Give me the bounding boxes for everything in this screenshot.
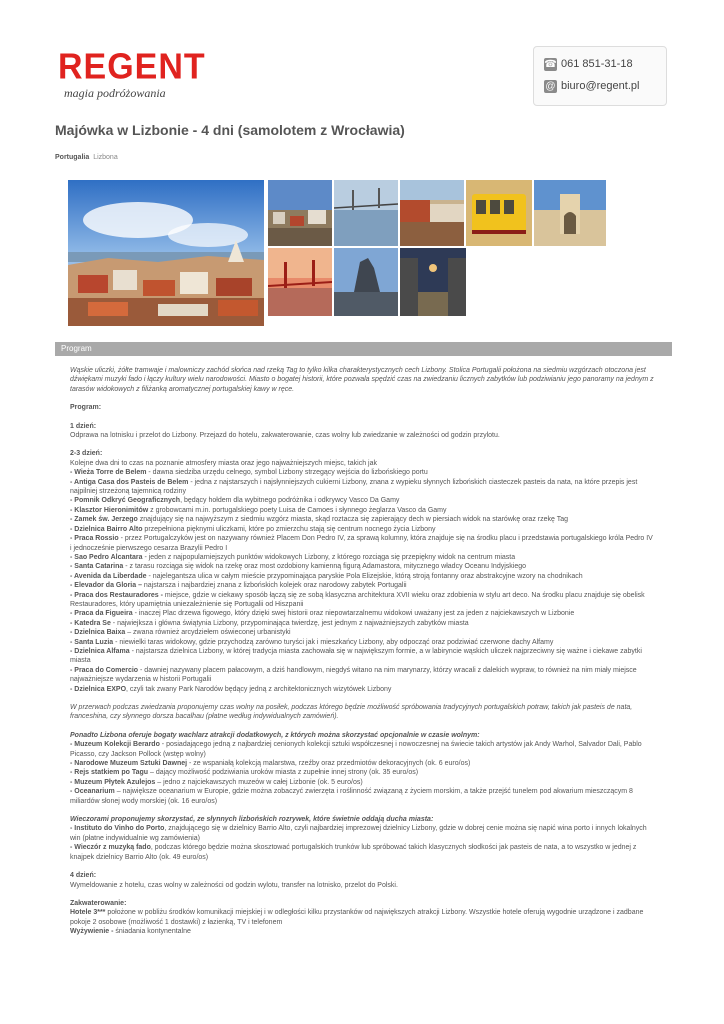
contact-box <box>533 46 667 106</box>
list-item: - Elevador da Gloria – najstarsza i najbardziej znana z lizbońskich kolejek oraz narodowy zabytek Portugalii <box>70 582 407 590</box>
list-item: - Pomnik Odkryć Geograficznych, będący hołdem dla wybitnego podróżnika i odkrywcy Vasco Da Gamy <box>70 497 400 505</box>
email-address: biuro@regent.pl <box>561 80 640 92</box>
list-item: - Dzielnica Baixa – zwana również arcydziełem oświeconej urbanistyki <box>70 629 291 637</box>
list-item: - Santa Luzia - niewielki taras widokowy, gdzie przychodzą zarówno turyści jak i mieszkańcy Lizbony, aby odpocząć oraz podziwiać czerwone dachy Alfamy <box>70 638 554 646</box>
page-title: Majówka w Lizbonie - 4 dni (samolotem z Wrocławia) <box>55 122 405 138</box>
list-item: - Dzielnica Bairro Alto przepełniona pięknymi uliczkami, które po zmierzchu stają się centrum nocnego życia Lizbony <box>70 525 436 533</box>
photo-arch-square[interactable] <box>534 180 606 246</box>
breadcrumb <box>55 154 118 161</box>
extras-heading: Ponadto Lizbona oferuje bogaty wachlarz atrakcji dodatkowych, z których można skorzystać opcjonalnie w czasie wolnym: <box>70 731 480 739</box>
list-item: - Narodowe Muzeum Sztuki Dawnej - ze wspaniałą kolekcją malarstwa, rzeźby oraz przedmiotów dekoracyjnych (ok. 6 euro/os) <box>70 760 471 768</box>
rooftops-image <box>400 180 464 246</box>
list-item: - Praca da Figueira - inaczej Plac drzewa figowego, który dzięki swej historii oraz niepowtarzalnemu widokowi uważany jest za jeden z najciekawszych w Lizbonie <box>70 610 575 618</box>
section-program-bar: Program <box>55 342 672 356</box>
main-photo-lisbon-panorama[interactable] <box>68 180 264 326</box>
list-item: - Santa Catarina - z tarasu rozciąga się widok na rzekę oraz most ozdobiony kamienną figurą Adamastora, mitycznego władcy Oceanu Indyjskiego <box>70 563 526 571</box>
logo-text: REGENT <box>58 47 206 87</box>
street-image <box>400 248 466 316</box>
photo-rooftops[interactable] <box>400 180 464 246</box>
logo-tagline: magia podróżowania <box>64 86 166 100</box>
list-item: - Klasztor Hieronimitów z grobowcami m.in. portugalskiego poety Luisa de Camoes i słynnego żeglarza Vasco da Gamy <box>70 506 447 514</box>
day23-intro: Kolejne dwa dni to czas na poznanie atmosfery miasta oraz jego najważniejszych miejsc, takich jak <box>70 459 377 467</box>
list-item: - Zamek św. Jerzego znajdujący się na najwyższym z siedmiu wzgórz miasta, skąd roztacza się zapierający dech w piersiach widok na starówkę oraz rzekę Tag <box>70 516 568 524</box>
arch-image <box>534 180 606 246</box>
list-item: - Katedra Se - najwiejksza i główna świątynia Lizbony, przypominająca twierdzę, jest jednym z najważniejszych zabytków miasta <box>70 619 469 627</box>
evening-list <box>70 824 655 862</box>
list-item: - Antiga Casa dos Pasteis de Belem - jedna z najstarszych i najsłynniejszych cukierni Lizbony, znana z wypieku słynnych lizbońskich ciasteczek pasteis da nata, na które przepis jest najpilniej strzeżoną tajemnicą rodziny <box>70 478 638 496</box>
list-item: - Sao Pedro Alcantara - jeden z najpopularniejszych punktów widokowych Lizbony, z którego rozciąga się przepiękny widok na centrum miasta <box>70 553 516 561</box>
list-item: - Muzeum Kolekcji Berardo - posiadającego jedną z najbardziej cenionych kolekcji sztuki współczesnej i nowoczesnej na świecie takich artystów jak Andy Warhol, Salvador Dali, Pablo Picasso, czy Jackson Pollock (wstęp wolny) <box>70 741 642 758</box>
list-item: - Praca Rossio - przez Portugalczyków jest on nazywany również Placem Don Pedro IV, za sprawą kolumny, która znajduje się na środku placu i przedstawia portugalskiego króla Pedro IV i jednocześnie pierwszego cesarza Brazylii Pedro I <box>70 535 653 552</box>
photo-bridge-river[interactable] <box>334 180 398 246</box>
photo-red-bridge[interactable] <box>268 248 332 316</box>
list-item: - Wieczór z muzyką fado, podczas którego będzie można skosztować portugalskich trunków lub spróbować takich klasycznych słodkości jak pasteis de nata, a to wszystko w jednej z knajpek dzielnicy Barrio Alto (ok. 49 euro/os) <box>70 844 637 861</box>
breadcrumb-country[interactable]: Portugalia <box>55 154 90 161</box>
red-bridge-image <box>268 248 332 316</box>
breadcrumb-city[interactable]: Lizbona <box>93 154 118 161</box>
day4-text: Wymeldowanie z hotelu, czas wolny w zależności od godzin wylotu, transfer na lotnisko, przelot do Polski. <box>70 881 398 889</box>
list-item: - Wieża Torre de Belem - dawna siedziba urzędu celnego, symbol Lizbony strzegący wejścia do lizbońskiego portu <box>70 469 428 477</box>
list-item: - Praca do Comercio - dawniej nazywany placem pałacowym, a dziś handlowym, niegdyś witano na nim marynarzy, którzy wracali z dalekich wypraw, to również na nim miały miejsce najważniejsze wydarzenia w historii Portugalii <box>70 666 637 684</box>
program-heading: Program: <box>70 404 102 412</box>
list-item: - Praca dos Restauradores - miejsce, gdzie w ciekawy sposób łączą się ze sobą klasyczna architektura XVII wieku oraz zdobienia w stylu art deco. Na środku placu znajduje się obelisk Restauradores, który upamiętnia uniezależnienie się Portugalii od Hiszpanii <box>70 591 645 608</box>
list-item: - Instituto do Vinho do Porto, znajdującego się w dzielnicy Barrio Alto, czyli najbardziej imprezowej dzielnicy Lizbony, gdzie w dobrej cenie można się napić wina porto i innych lokalnych win (płatne indywidualnie wg zamówienia) <box>70 825 647 842</box>
day23-heading: 2-3 dzień: <box>70 450 103 458</box>
evening-heading: Wieczorami proponujemy skorzystać, ze słynnych lizbońskich rozrywek, które świetnie oddają ducha miasta: <box>70 816 434 824</box>
food-text: Wyżywienie - śniadania kontynentalne <box>70 928 191 936</box>
day1-heading: 1 dzień: <box>70 422 97 430</box>
monument-image <box>334 248 398 316</box>
photo-yellow-tram[interactable] <box>466 180 532 246</box>
accommodation-text: Hotele 3*** położone w pobliżu środków komunikacji miejskiej i w odległości kilku przystanków od największych atrakcji Lizbony. Wszystkie hotele oferują wygodnie urządzone i zadbane pokoje 2 osobowe (możliwość 1 dostawki) z łazienką, TV i telefonem <box>70 909 644 926</box>
phone-icon: ☎ <box>544 58 557 70</box>
skyline-image <box>268 180 332 246</box>
list-item: - Avenida da Liberdade - najelegantsza ulica w całym mieście przypominająca paryskie Pola Elizejskie, którą stroją fontanny oraz abstrakcyjne wzory na chodnikach <box>70 572 583 580</box>
accommodation-heading: Zakwaterowanie: <box>70 899 127 907</box>
list-item: - Oceanarium – największe oceanarium w Europie, gdzie można zobaczyć zwierzęta i roślinność związaną z życiem morskim, a także przejść tunelem pod akwarium mieszczącym 8 miliardów słonej wody morskiej (ok. 16 euro/os) <box>70 788 633 805</box>
list-item: - Dzielnica EXPO, czyli tak zwany Park Narodów będący jedną z architektonicznych wizytówek Lizbony <box>70 685 392 693</box>
day1-text: Odprawa na lotnisku i przelot do Lizbony. Przejazd do hotelu, zakwaterowanie, czas wolny lub zwiedzanie w zależności od godzin przylotu. <box>70 432 500 440</box>
program-content <box>70 366 655 937</box>
contact-phone[interactable] <box>544 53 666 75</box>
lunch-note: W przerwach podczas zwiedzania proponujemy czas wolny na posiłek, podczas którego będzie możliwość spróbowania tradycyjnych portugalskich potraw, takich jak pasteis de nata, franceshina, czy słynnego dorsza bacalhau (płatne według indywidualnych zamówień). <box>70 704 633 721</box>
intro-text: Wąskie uliczki, żółte tramwaje i malowniczy zachód słońca nad rzeką Tag to tylko kilka charakterystycznych cech Lizbony. Stolica Portugalii położona na siedmiu wzgórzach otoczona jest dźwiękami muzyki fado i łączy kultury wielu narodowości. Miasto o bogatej historii, które pozwala spędzić czas na zwiedzaniu licznych zabytków lub podziwianiu jego panoramy na jednym z tarasów widokowych z filiżanką aromatycznej portugalskiej kawy w ręce. <box>70 367 654 393</box>
email-icon: @ <box>545 80 556 92</box>
list-item: - Dzielnica Alfama - najstarsza dzielnica Lizbony, w której tradycja miasta zachowała się w największym formie, a w labiryncie wąskich uliczek najprzeciwny się ważne i ciekawe zabytki miasta <box>70 647 642 665</box>
panorama-image <box>68 180 264 326</box>
list-item: - Muzeum Płytek Azulejos – jedno z najciekawszych muzeów w całej Lizbonie (ok. 5 euro/os) <box>70 778 363 786</box>
sights-list <box>70 468 655 694</box>
contact-email[interactable] <box>544 75 666 97</box>
day4-heading: 4 dzień: <box>70 872 97 880</box>
bridge-image <box>334 180 398 246</box>
phone-number: 061 851-31-18 <box>561 58 633 70</box>
photo-monument[interactable] <box>334 248 398 316</box>
extras-list <box>70 740 655 806</box>
list-item: - Rejs statkiem po Tagu – dający możliwość podziwiania uroków miasta z zupełnie innej strony (ok. 35 euro/os) <box>70 769 419 777</box>
tram-image <box>466 180 532 246</box>
photo-lisbon-skyline[interactable] <box>268 180 332 246</box>
photo-street-dusk[interactable] <box>400 248 466 316</box>
regent-logo[interactable] <box>58 47 218 110</box>
